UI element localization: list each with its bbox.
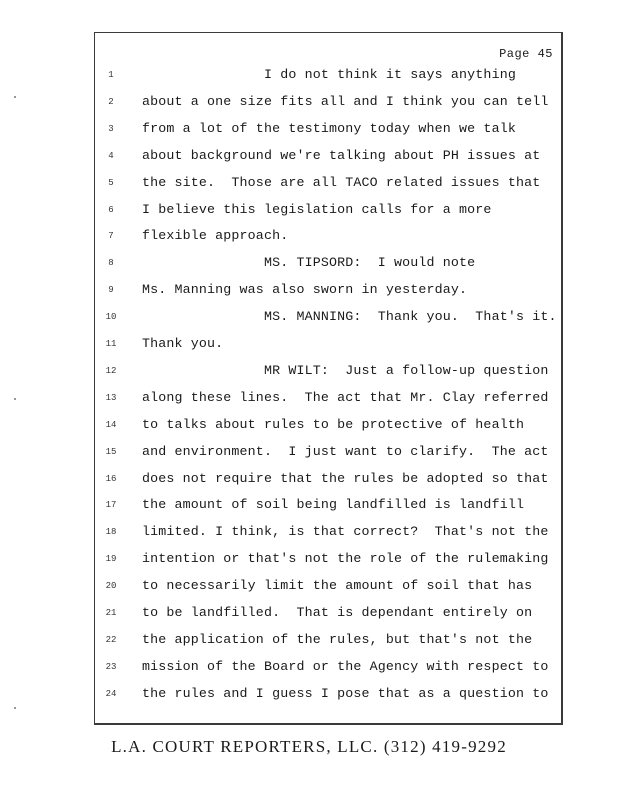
line-text: MR WILT: Just a follow-up question xyxy=(142,362,549,378)
line-text: intention or that's not the role of the rulemaking xyxy=(142,551,549,567)
transcript-line xyxy=(95,444,564,462)
line-number: 17 xyxy=(105,500,117,511)
line-text: the amount of soil being landfilled is landfill xyxy=(142,497,525,513)
line-text: and environment. I just want to clarify. The act xyxy=(142,443,549,459)
line-text: to talks about rules to be protective of health xyxy=(142,416,525,432)
page-number: Page 45 xyxy=(499,47,553,61)
line-text: the rules and I guess I pose that as a question to xyxy=(142,685,549,701)
line-text: about a one size fits all and I think you can tell xyxy=(142,93,549,109)
line-text: I do not think it says anything xyxy=(142,67,516,82)
footer-court-reporters: L.A. COURT REPORTERS, LLC. (312) 419-9292 xyxy=(111,737,507,756)
transcript-line xyxy=(95,686,564,704)
line-number: 21 xyxy=(105,608,117,618)
transcript-page-frame xyxy=(94,32,563,725)
line-number: 19 xyxy=(105,554,117,565)
line-number: 11 xyxy=(105,339,117,349)
transcript-line xyxy=(95,282,564,300)
transcript-line xyxy=(95,578,564,596)
line-text: mission of the Board or the Agency with respect to xyxy=(142,658,549,674)
line-text: I believe this legislation calls for a more xyxy=(142,201,492,217)
transcript-line xyxy=(95,524,564,542)
line-number: 22 xyxy=(105,634,117,645)
line-number: 5 xyxy=(108,177,114,188)
transcript-line xyxy=(95,659,564,677)
line-number: 15 xyxy=(105,446,117,457)
line-text: MS. TIPSORD: I would note xyxy=(142,255,476,271)
line-text: Ms. Manning was also sworn in yesterday. xyxy=(142,282,468,298)
transcript-line xyxy=(95,363,564,381)
transcript-line xyxy=(95,497,564,515)
line-number: 16 xyxy=(105,473,117,484)
line-number: 8 xyxy=(108,258,114,269)
line-number: 7 xyxy=(108,231,114,242)
transcript-line xyxy=(95,632,564,650)
line-text: about background we're talking about PH issues at xyxy=(142,147,541,163)
line-text: from a lot of the testimony today when we talk xyxy=(142,120,516,136)
line-number: 23 xyxy=(105,661,117,672)
line-text: to necessarily limit the amount of soil that has xyxy=(142,578,533,594)
transcript-line xyxy=(95,175,564,193)
line-number: 13 xyxy=(105,392,117,403)
line-number: 18 xyxy=(105,527,117,538)
line-number: 20 xyxy=(105,581,117,592)
line-text: the site. Those are all TACO related issues that xyxy=(142,174,541,190)
transcript-line xyxy=(95,94,564,112)
transcript-line xyxy=(95,255,564,273)
transcript-line xyxy=(95,336,564,354)
line-number: 6 xyxy=(108,204,114,215)
line-number: 9 xyxy=(108,285,114,296)
line-text: does not require that the rules be adopted so that xyxy=(142,470,549,486)
line-number: 24 xyxy=(105,688,117,699)
scan-speck xyxy=(14,398,16,400)
line-text: along these lines. The act that Mr. Clay referred xyxy=(142,389,549,405)
line-number: 14 xyxy=(105,419,117,430)
scan-speck xyxy=(14,96,16,98)
line-number: 2 xyxy=(108,96,114,107)
transcript-line xyxy=(95,551,564,569)
line-text: limited. I think, is that correct? That's not the xyxy=(142,524,549,540)
transcript-line xyxy=(95,605,564,623)
line-text: MS. MANNING: Thank you. That's it. xyxy=(142,309,557,325)
line-number: 4 xyxy=(108,150,114,161)
transcript-line xyxy=(95,417,564,435)
transcript-line xyxy=(95,67,564,85)
transcript-line xyxy=(95,121,564,139)
transcript-line xyxy=(95,148,564,166)
line-text: flexible approach. xyxy=(142,228,289,244)
transcript-line xyxy=(95,309,564,327)
line-text: to be landfilled. That is dependant entirely on xyxy=(142,605,533,620)
transcript-line xyxy=(95,390,564,408)
transcript-line xyxy=(95,202,564,220)
line-number: 1 xyxy=(108,70,114,80)
line-text: the application of the rules, but that's not the xyxy=(142,631,533,647)
line-number: 12 xyxy=(105,365,117,376)
transcript-line xyxy=(95,471,564,489)
line-number: 10 xyxy=(105,312,117,323)
line-number: 3 xyxy=(108,123,114,134)
scan-speck xyxy=(14,707,16,709)
line-text: Thank you. xyxy=(142,336,224,351)
transcript-line xyxy=(95,228,564,246)
